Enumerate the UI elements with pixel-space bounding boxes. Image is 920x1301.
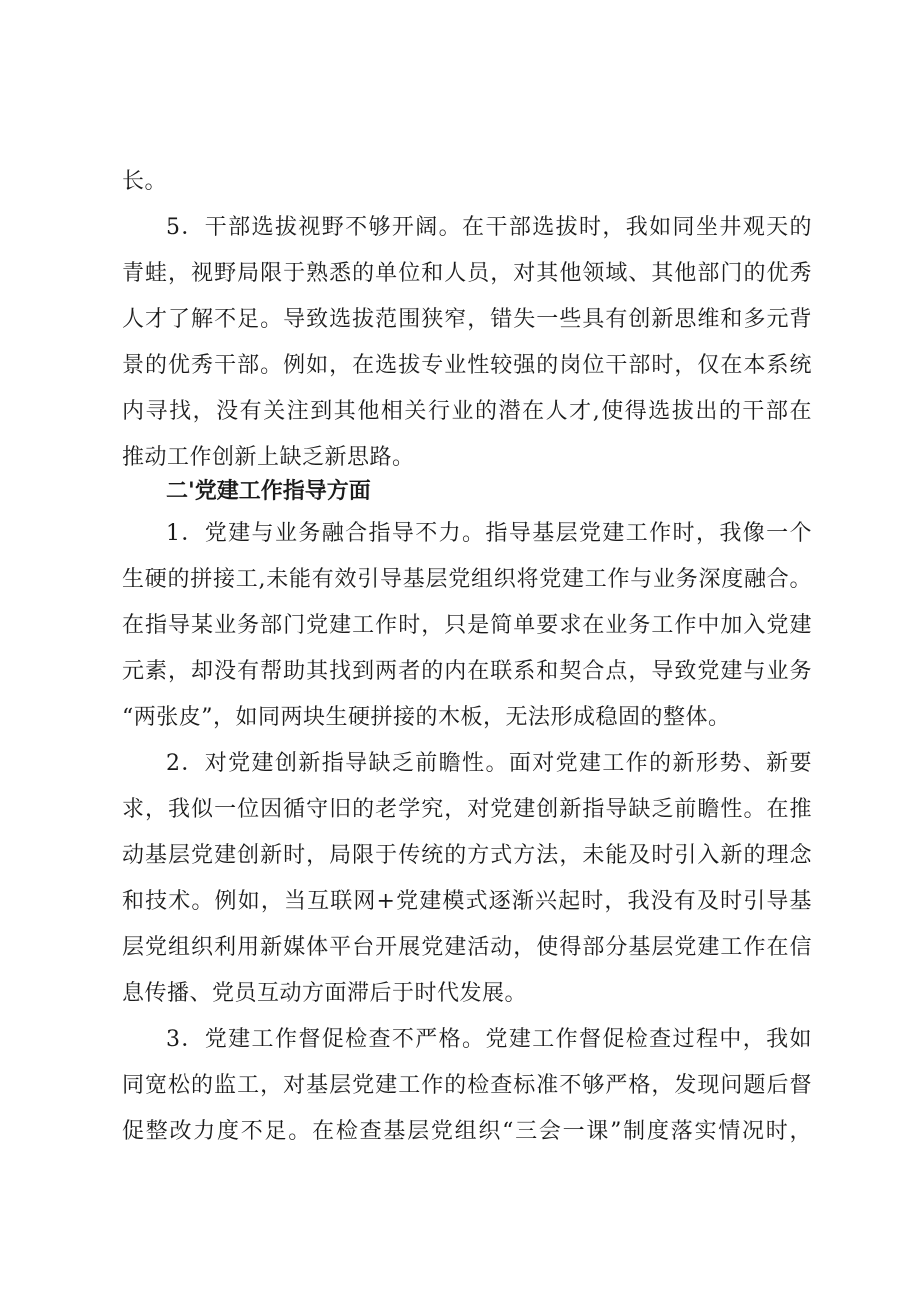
paragraph-tail: 长。: [122, 169, 168, 194]
paragraph-line: 促整改力度不足。在检查基层党组织“三会一课”制度落实情况时，: [122, 1119, 812, 1144]
paragraph-line: 5．干部选拔视野不够开阔。在干部选拔时，我如同坐井观天的: [166, 215, 812, 240]
paragraph-line: 青蛙，视野局限于熟悉的单位和人员，对其他领域、其他部门的优秀: [122, 261, 812, 286]
section-heading: 二'党建工作指导方面: [166, 479, 371, 504]
paragraph-line: “两张皮”，如同两块生硬拼接的木板，无法形成稳固的整体。: [122, 705, 731, 730]
paragraph-line: 内寻找，没有关注到其他相关行业的潜在人才,使得选拔出的干部在: [122, 399, 812, 424]
paragraph-line: 层党组织利用新媒体平台开展党建活动，使得部分基层党建工作在信: [122, 935, 812, 960]
paragraph-line: 3．党建工作督促检查不严格。党建工作督促检查过程中，我如: [166, 1027, 812, 1052]
paragraph-line: 元素，却没有帮助其找到两者的内在联系和契合点，导致党建与业务: [122, 659, 812, 684]
paragraph-line: 同宽松的监工，对基层党建工作的检查标准不够严格，发现问题后督: [122, 1073, 812, 1098]
paragraph-line: 动基层党建创新时，局限于传统的方式方法，未能及时引入新的理念: [122, 843, 812, 868]
paragraph-line: 息传播、党员互动方面滞后于时代发展。: [122, 981, 528, 1006]
paragraph-line: 和技术。例如，当互联网+党建模式逐渐兴起时，我没有及时引导基: [122, 889, 812, 914]
paragraph-line: 推动工作创新上缺乏新思路。: [122, 445, 415, 470]
paragraph-line: 1．党建与业务融合指导不力。指导基层党建工作时，我像一个: [166, 521, 812, 546]
paragraph-line: 景的优秀干部。例如，在选拔专业性较强的岗位干部时，仅在本系统: [122, 353, 812, 378]
paragraph-line: 生硬的拼接工,未能有效引导基层党组织将党建工作与业务深度融合。: [122, 567, 812, 592]
paragraph-line: 2．对党建创新指导缺乏前瞻性。面对党建工作的新形势、新要: [166, 751, 812, 776]
paragraph-line: 在指导某业务部门党建工作时，只是简单要求在业务工作中加入党建: [122, 613, 812, 638]
paragraph-line: 求，我似一位因循守旧的老学究，对党建创新指导缺乏前瞻性。在推: [122, 797, 812, 822]
paragraph-line: 人才了解不足。导致选拔范围狭窄，错失一些具有创新思维和多元背: [122, 307, 812, 332]
